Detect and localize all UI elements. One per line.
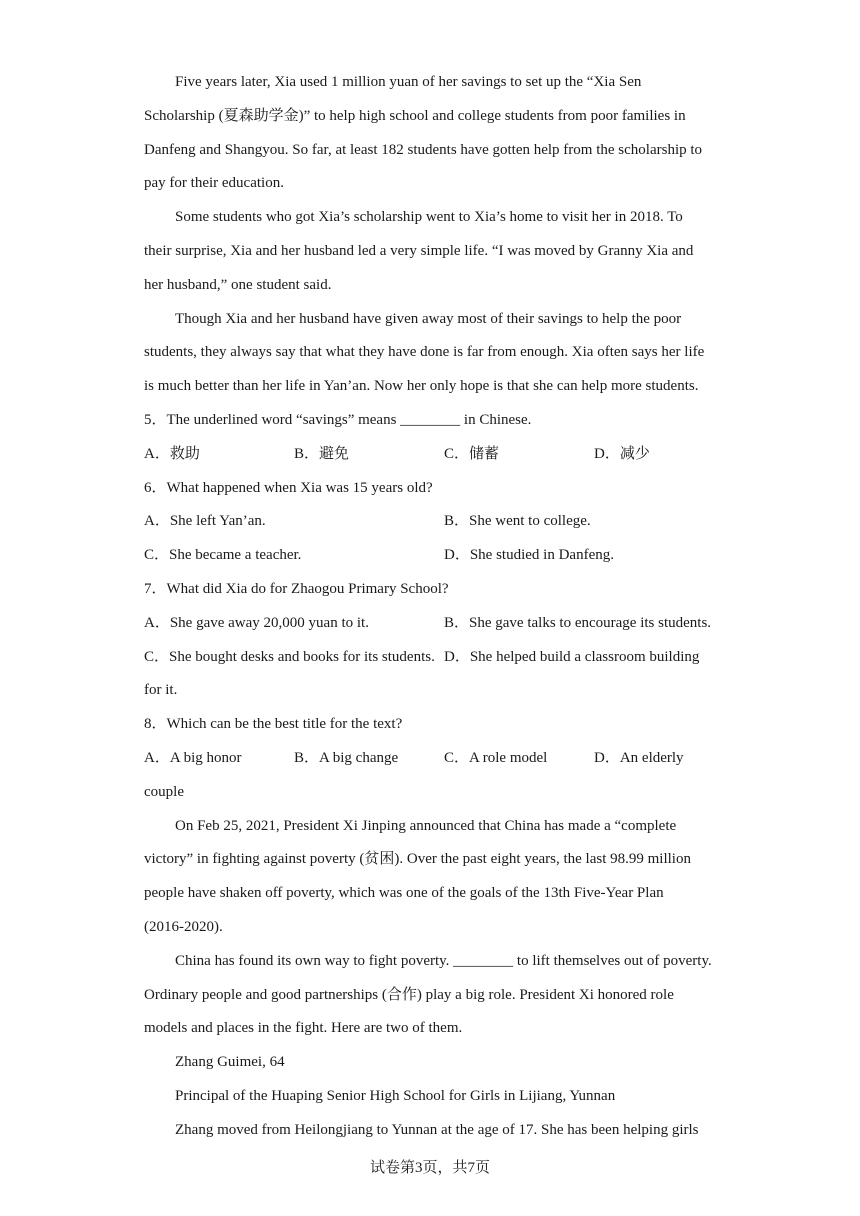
option-c: C．She became a teacher. xyxy=(144,547,302,564)
option-a: A．A big honor xyxy=(144,749,242,766)
passage-line: Ordinary people and good partnerships (合作) play a big role. President Xi honored role xyxy=(144,986,674,1003)
passage-line: Five years later, Xia used 1 million yuan of her savings to set up the “Xia Sen xyxy=(175,74,642,90)
question-8-stem: 8．Which can be the best title for the text? xyxy=(144,716,403,733)
passage-line: students, they always say that what they have done is far from enough. Xia often says her life xyxy=(144,344,705,361)
question-8-options xyxy=(144,742,724,776)
passage-line: China has found its own way to fight poverty. ________ to lift themselves out of poverty. xyxy=(175,952,712,969)
passage-line: On Feb 25, 2021, President Xi Jinping announced that China has made a “complete xyxy=(175,817,677,834)
option-c: C．She bought desks and books for its students. xyxy=(144,648,435,665)
question-7-options xyxy=(144,641,724,675)
passage-line: victory” in fighting against poverty (贫困). Over the past eight years, the last 98.99 million xyxy=(144,851,691,868)
option-a: A．She gave away 20,000 yuan to it. xyxy=(144,614,369,631)
passage-line: Scholarship (夏森助学金)” to help high school and college students from poor families in xyxy=(144,107,686,124)
option-b: B．She went to college. xyxy=(444,513,591,530)
passage-line: pay for their education. xyxy=(144,175,284,192)
option-a: A．救助 xyxy=(144,445,200,462)
option-b: B．避免 xyxy=(294,445,350,462)
passage-line: Some students who got Xia’s scholarship went to Xia’s home to visit her in 2018. To xyxy=(175,209,683,226)
question-6-options xyxy=(144,539,724,573)
passage-line: models and places in the fight. Here are two of them. xyxy=(144,1020,463,1037)
question-6-stem: 6．What happened when Xia was 15 years old? xyxy=(144,479,433,496)
passage-line: their surprise, Xia and her husband led a very simple life. “I was moved by Granny Xia and xyxy=(144,242,694,259)
option-c: C．A role model xyxy=(444,749,548,766)
passage-line: Zhang moved from Heilongjiang to Yunnan at the age of 17. She has been helping girls xyxy=(175,1121,699,1138)
option-d: D．She helped build a classroom building xyxy=(444,648,700,665)
passage-line: (2016-2020). xyxy=(144,918,223,935)
question-6-options xyxy=(144,505,724,539)
section-subheading: Principal of the Huaping Senior High School for Girls in Lijiang, Yunnan xyxy=(175,1087,616,1104)
question-5-stem: 5．The underlined word “savings” means ________ in Chinese. xyxy=(144,411,532,428)
passage-line: is much better than her life in Yan’an. Now her only hope is that she can help more students. xyxy=(144,378,699,395)
section-heading: Zhang Guimei, 64 xyxy=(175,1054,285,1071)
option-d: D．减少 xyxy=(594,445,650,462)
exam-page xyxy=(144,66,724,1148)
page-footer: 试卷第3页，共7页 xyxy=(369,1160,490,1176)
option-d-continued: for it. xyxy=(144,682,178,699)
option-a: A．She left Yan’an. xyxy=(144,513,266,530)
question-5-options xyxy=(144,438,724,472)
option-c: C．储蓄 xyxy=(444,445,500,462)
passage-line: her husband,” one student said. xyxy=(144,276,332,293)
question-7-options xyxy=(144,607,724,641)
option-d-continued: couple xyxy=(144,783,184,800)
passage-line: Though Xia and her husband have given away most of their savings to help the poor xyxy=(175,310,682,327)
option-d: D．She studied in Danfeng. xyxy=(444,547,614,564)
passage-line: Danfeng and Shangyou. So far, at least 182 students have gotten help from the scholarship to xyxy=(144,141,703,158)
option-d: D．An elderly xyxy=(594,749,684,766)
passage-line: people have shaken off poverty, which was one of the goals of the 13th Five-Year Plan xyxy=(144,885,664,902)
option-b: B．She gave talks to encourage its students. xyxy=(444,614,712,631)
option-b: B．A big change xyxy=(294,749,399,766)
question-7-stem: 7．What did Xia do for Zhaogou Primary School? xyxy=(144,580,449,597)
